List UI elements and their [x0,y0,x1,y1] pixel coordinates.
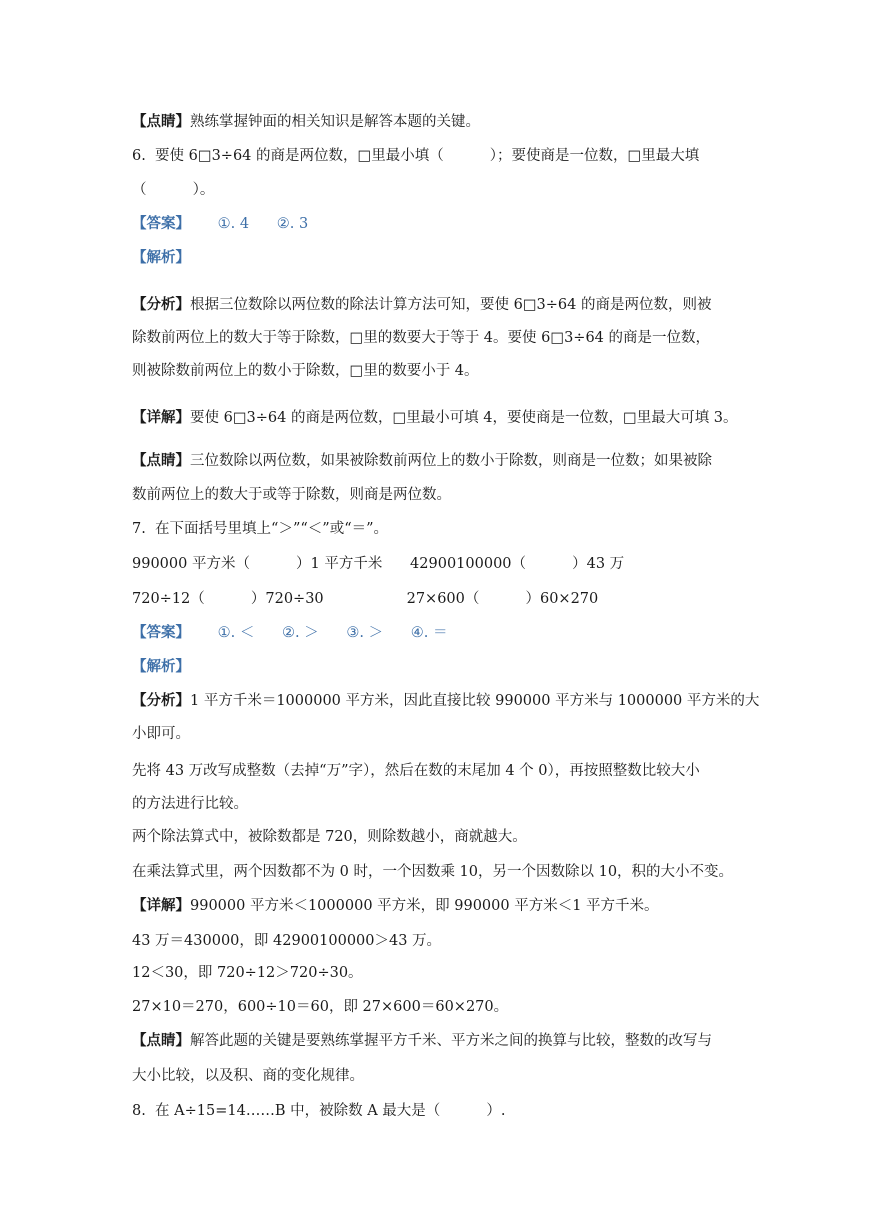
detail-6: 【详解】要使 6□3÷64 的商是两位数，□里最小可填 4，要使商是一位数，□里最大可填 3。 [132,409,738,426]
detail-7-line-2: 43 万＝430000，即 42900100000＞43 万。 [132,933,442,949]
question-7-line-2: 990000 平方米（ ）1 平方千米 42900100000（ ）43 万 [132,556,625,572]
question-7-line-1: 7. 在下面括号里填上“＞”“＜”或“＝”。 [132,521,389,537]
detail-7-line-4: 27×10＝270，600÷10＝60，即 27×600＝60×270。 [132,999,509,1015]
analysis-7-line-3: 先将 43 万改写成整数（去掉“万”字），然后在数的末尾加 4 个 0），再按照整数比较大小 [132,763,700,779]
explanation-6-label: 【解析】 [132,249,190,266]
question-6-line-1: 6. 要使 6□3÷64 的商是两位数，□里最小填（ ）；要使商是一位数，□里最大填 [132,148,700,164]
question-8: 8. 在 A÷15=14……B 中，被除数 A 最大是（ ）. [132,1103,506,1119]
detail-7-line-1: 【详解】990000 平方米＜1000000 平方米，即 990000 平方米＜1 平方千米。 [132,897,659,914]
analysis-6-line-1: 【分析】根据三位数除以两位数的除法计算方法可知，要使 6□3÷64 的商是两位数，则被 [132,296,712,313]
answer-6: 【答案】 ①. 4 ②. 3 [132,215,309,232]
analysis-7-line-2: 小即可。 [132,726,190,742]
analysis-7-line-1: 【分析】1 平方千米＝1000000 平方米，因此直接比较 990000 平方米与 1000000 平方米的大 [132,692,760,709]
analysis-6-line-2: 除数前两位上的数大于等于除数，□里的数要大于等于 4。要使 6□3÷64 的商是一位数， [132,330,711,346]
question-7-line-3: 720÷12（ ）720÷30 27×600（ ）60×270 [132,591,599,607]
analysis-7-line-5: 两个除法算式中，被除数都是 720，则除数越小，商就越大。 [132,829,527,845]
analysis-7-line-6: 在乘法算式里，两个因数都不为 0 时，一个因数乘 10，另一个因数除以 10，积的大小不变。 [132,864,734,880]
question-6-line-2: （ ）。 [132,182,215,198]
tip-6-line-2: 数前两位上的数大于或等于除数，则商是两位数。 [132,487,451,503]
tip-7-line-2: 大小比较，以及积、商的变化规律。 [132,1068,364,1084]
tip-7-line-1: 【点睛】解答此题的关键是要熟练掌握平方千米、平方米之间的换算与比较，整数的改写与 [132,1032,712,1049]
detail-7-line-3: 12＜30，即 720÷12＞720÷30。 [132,965,363,981]
tip-6-line-1: 【点睛】三位数除以两位数，如果被除数前两位上的数小于除数，则商是一位数；如果被除 [132,452,712,469]
answer-7: 【答案】 ①. ＜ ②. ＞ ③. ＞ ④. ＝ [132,624,448,641]
analysis-7-line-4: 的方法进行比较。 [132,796,248,812]
analysis-6-line-3: 则被除数前两位上的数小于除数，□里的数要小于 4。 [132,363,479,379]
explanation-7-label: 【解析】 [132,658,190,675]
tip-line: 【点睛】熟练掌握钟面的相关知识是解答本题的关键。 [132,113,480,130]
